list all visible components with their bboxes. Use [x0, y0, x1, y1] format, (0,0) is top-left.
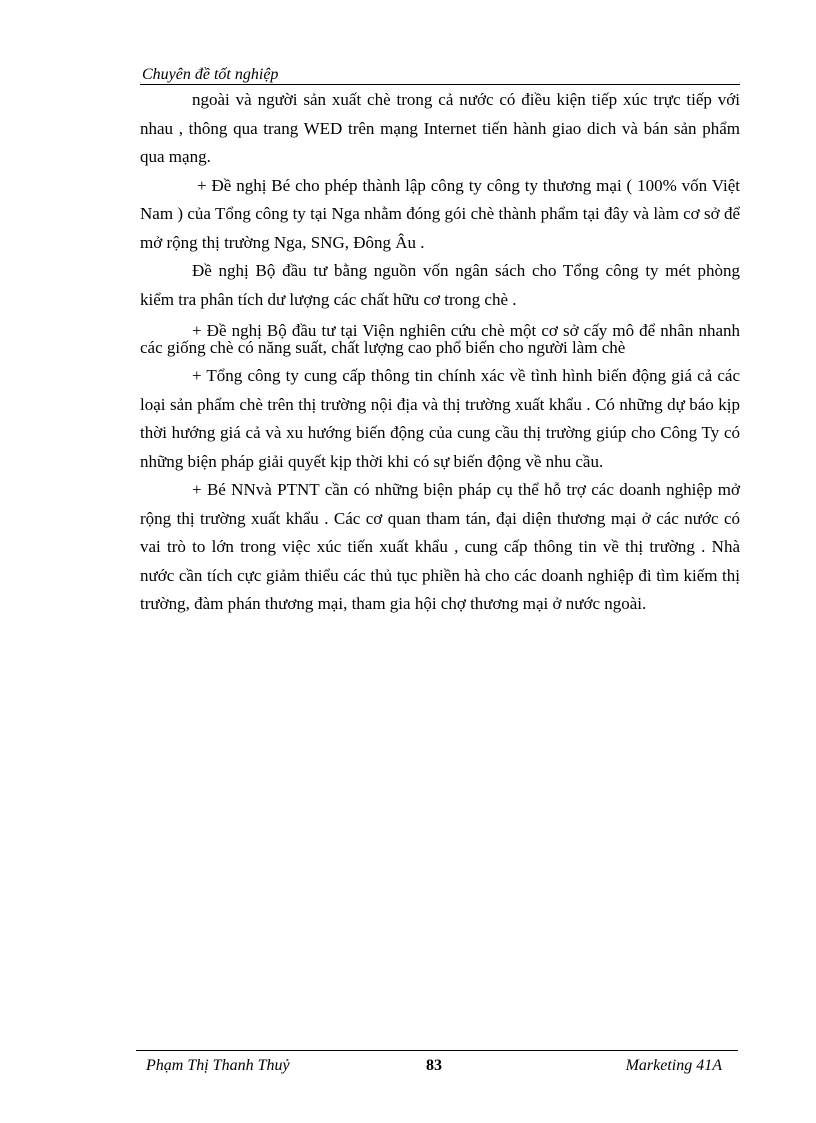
page-number: 83 — [426, 1057, 442, 1074]
paragraph-6: + Bé NNvà PTNT cần có những biện pháp cụ thể hỗ trợ các doanh nghiệp mở rộng thị trường xuất khẩu . Các cơ quan tham tán, đại diện thương mại ở các nước có vai trò to lớn trong việc xúc tiến xuất khẩu , cung cấp thông tin về thị trường . Nhà nước cần tích cực giảm thiểu các thủ tục phiền hà cho các doanh nghiệp đi tìm kiếm thị trường, đàm phán thương mại, tham gia hội chợ thương mại ở nước ngoài. — [140, 480, 740, 613]
document-body — [140, 86, 740, 619]
paragraph-5: + Tổng công ty cung cấp thông tin chính xác về tình hình biến động giá cả các loại sản phẩm chè trên thị trường nội địa và thị trường xuất khẩu . Có những dự báo kịp thời hướng giá cả và xu hướng biến động của cung cầu thị trường giúp cho Công Ty có những biện pháp giải quyết kịp thời khi có sự biến động về nhu cầu. — [140, 366, 740, 471]
paragraph-2: + Đề nghị Bé cho phép thành lập công ty công ty thương mại ( 100% vốn Việt Nam ) của Tổng công ty tại Nga nhằm đóng gói chè thành phẩm tại đây và làm cơ sở để mở rộng thị trường Nga, SNG, Đông Âu . — [140, 175, 740, 252]
page-footer — [136, 1050, 738, 1081]
footer-class: Marketing 41A — [625, 1057, 722, 1074]
paragraph-3: Đề nghị Bộ đầu tư bằng nguồn vốn ngân sách cho Tổng công ty mét phòng kiểm tra phân tích dư lượng các chất hữu cơ trong chè . — [140, 261, 740, 309]
footer-author: Phạm Thị Thanh Thuỷ — [146, 1057, 290, 1074]
header-title: Chuyên đề tốt nghiệp — [142, 66, 279, 83]
paragraph-4: + Đề nghị Bộ đầu tư tại Viện nghiên cứu chè một cơ sở cấy mô để nhân nhanh các giống chè có năng suất, chất lượng cao phổ biến cho người làm chè — [140, 321, 740, 357]
paragraph-1: ngoài và người sản xuất chè trong cả nước có điều kiện tiếp xúc trực tiếp với nhau , thông qua trang WED trên mạng Internet tiến hành giao dich và bán sản phẩm qua mạng. — [140, 90, 740, 166]
page-header — [140, 64, 740, 85]
